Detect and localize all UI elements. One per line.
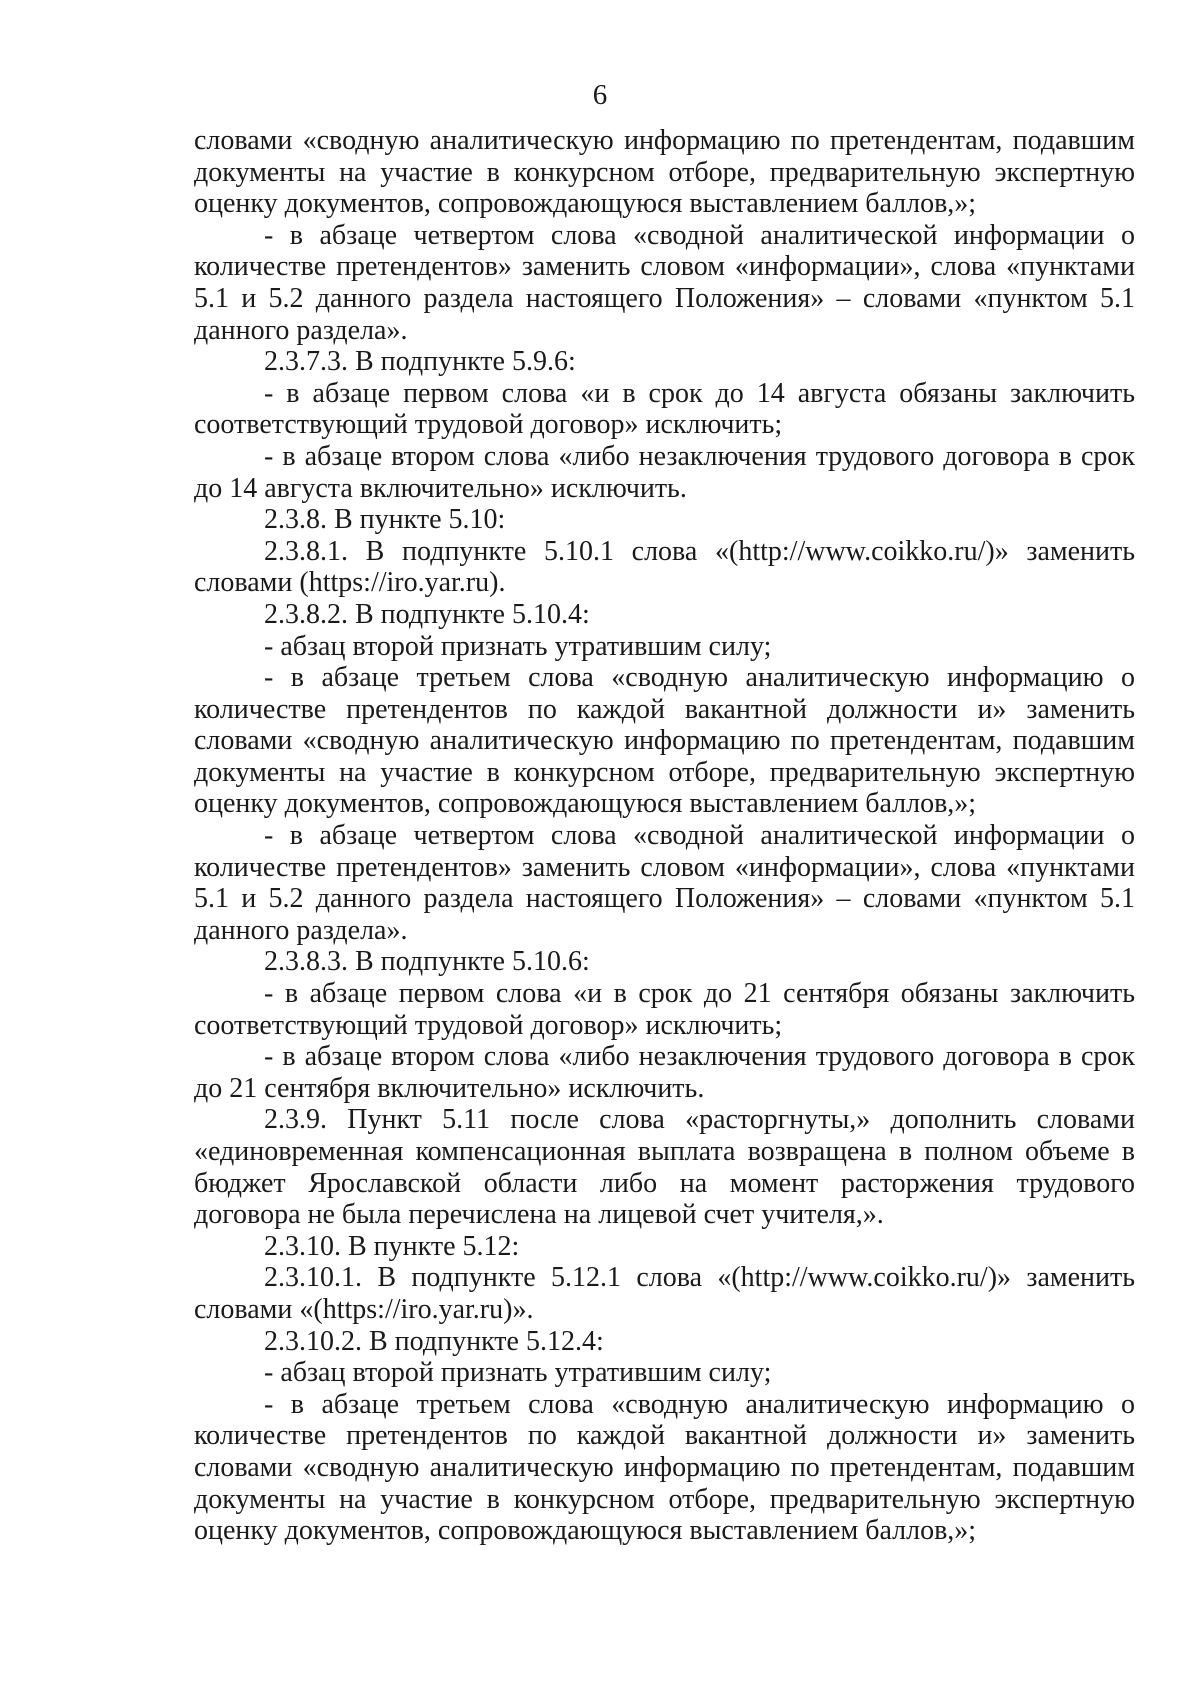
paragraph: словами «сводную аналитическую информацию по претендентам, подавшим документы на участие в конкурсном отборе, предварительную экспертную оценку документов, сопровождающуюся выставлением баллов,»; xyxy=(194,125,1135,220)
paragraph: - в абзаце первом слова «и в срок до 14 августа обязаны заключить соответствующий трудовой договор» исключить; xyxy=(194,377,1135,441)
paragraph: - в абзаце первом слова «и в срок до 21 сентября обязаны заключить соответствующий трудовой договор» исключить; xyxy=(194,978,1135,1041)
paragraph: - в абзаце третьем слова «сводную аналитическую информацию о количестве претендентов по каждой вакантной должности и» заменить словами «сводную аналитическую информацию по претендентам, подавшим документы на участие в конкурсном отборе, предварительную экспертную оценку документов, сопровождающуюся выставлением баллов,»; xyxy=(194,1388,1135,1547)
paragraph: 2.3.8.2. В подпункте 5.10.4: xyxy=(264,598,590,630)
page-number: 6 xyxy=(592,79,608,111)
paragraph: - в абзаце четвертом слова «сводной аналитической информации о количестве претендентов» заменить словом «информации», слова «пунктами 5.1 и 5.2 данного раздела настоящего Положения» – словами «пунктом 5.1 данного раздела». xyxy=(194,820,1135,946)
document-body xyxy=(194,125,1135,1547)
paragraph: 2.3.10. В пункте 5.12: xyxy=(264,1230,520,1262)
paragraph: 2.3.8.3. В подпункте 5.10.6: xyxy=(264,946,590,978)
paragraph: 2.3.7.3. В подпункте 5.9.6: xyxy=(264,346,576,378)
paragraph: 2.3.8. В пункте 5.10: xyxy=(264,504,506,536)
paragraph: 2.3.9. Пункт 5.11 после слова «расторгнуты,» дополнить словами «единовременная компенсационная выплата возвращена в полном объеме в бюджет Ярославской области либо на момент расторжения трудового договора не была перечислена на лицевой счет учителя,». xyxy=(194,1104,1135,1231)
paragraph: - абзац второй признать утратившим силу; xyxy=(264,630,772,662)
paragraph: - в абзаце втором слова «либо незаключения трудового договора в срок до 14 августа включительно» исключить. xyxy=(194,440,1135,504)
paragraph: - в абзаце втором слова «либо незаключения трудового договора в срок до 21 сентября включительно» исключить. xyxy=(194,1041,1135,1104)
paragraph: - в абзаце третьем слова «сводную аналитическую информацию о количестве претендентов по каждой вакантной должности и» заменить словами «сводную аналитическую информацию по претендентам, подавшим документы на участие в конкурсном отборе, предварительную экспертную оценку документов, сопровождающуюся выставлением баллов,»; xyxy=(194,662,1135,820)
paragraph: - абзац второй признать утратившим силу; xyxy=(264,1357,772,1389)
paragraph: 2.3.8.1. В подпункте 5.10.1 слова «(http://www.coikko.ru/)» заменить словами (https://iro.yar.ru). xyxy=(194,535,1135,599)
paragraph: 2.3.10.1. В подпункте 5.12.1 слова «(http://www.coikko.ru/)» заменить словами «(https://iro.yar.ru)». xyxy=(194,1262,1135,1325)
paragraph: 2.3.10.2. В подпункте 5.12.4: xyxy=(264,1325,604,1357)
paragraph: - в абзаце четвертом слова «сводной аналитической информации о количестве претендентов» заменить словом «информации», слова «пунктами 5.1 и 5.2 данного раздела настоящего Положения» – словами «пунктом 5.1 данного раздела». xyxy=(194,219,1135,346)
